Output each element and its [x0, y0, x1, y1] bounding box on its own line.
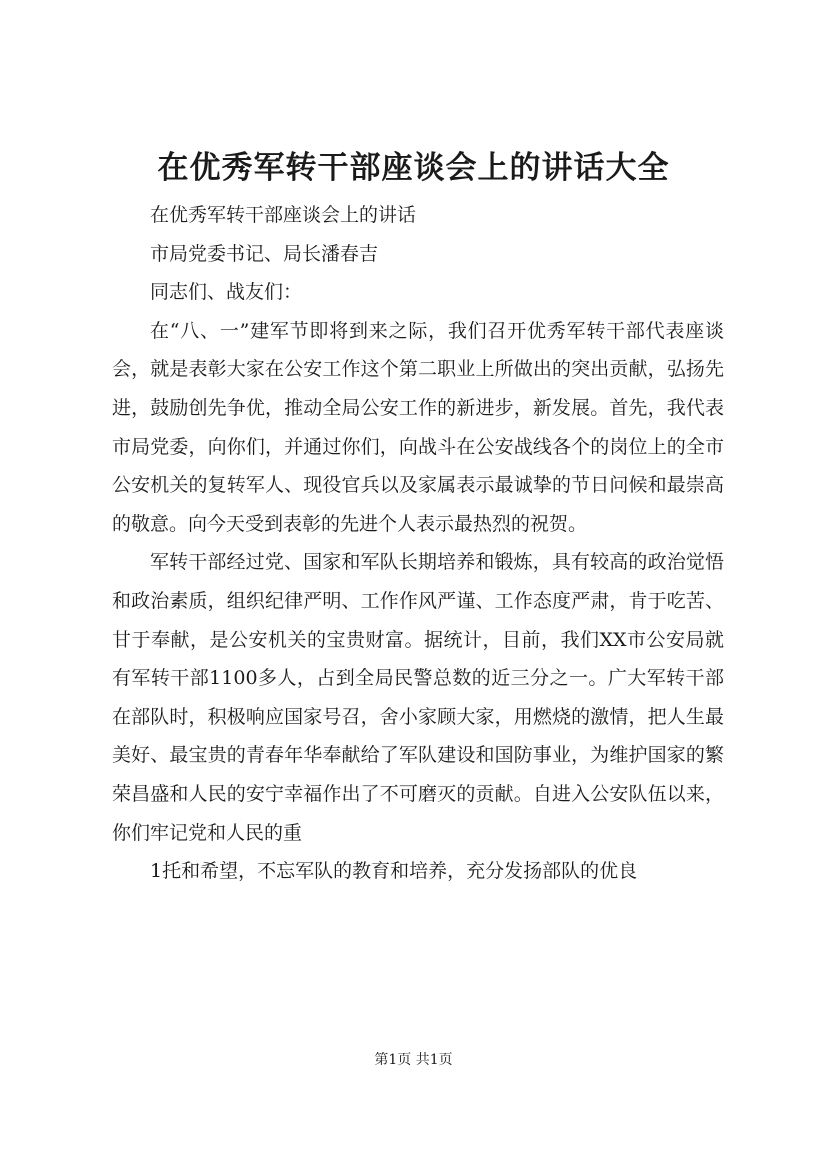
- page-footer: 第1页 共1页: [374, 1052, 453, 1068]
- speaker-line: 市局党委书记、局长潘春吉: [150, 242, 379, 265]
- body-paragraph: 在“八、一”建军节即将到来之际，我们召开优秀军转干部代表座谈会，就是表彰大家在公安工作这个第二职业上所做出的突出贡献，弘扬先进，鼓励创先争优，推动全局公安工作的新进步，新发展。首先，我代表市局党委，向你们，并通过你们，向战斗在公安战线各个的岗位上的全市公安机关的复转军人、现役官兵以及家属表示最诚挚的节日问候和最崇高的敬意。向今天受到表彰的先进个人表示最热烈的祝贺。: [112, 319, 724, 535]
- document-title: 在优秀军转干部座谈会上的讲话大全: [157, 150, 670, 186]
- speech-heading: 在优秀军转干部座谈会上的讲话: [150, 204, 417, 226]
- body-paragraph: 1托和希望，不忘军队的教育和培养，充分发扬部队的优良: [150, 860, 638, 883]
- salutation: 同志们、战友们：: [150, 281, 303, 304]
- body-paragraph: 军转干部经过党、国家和军队长期培养和锻炼，具有较高的政治觉悟和政治素质，组织纪律严明、工作作风严谨、工作态度严肃，肯于吃苦、甘于奉献，是公安机关的宝贵财富。据统计，目前，我们XX市公安局就有军转干部1100多人，占到全局民警总数的近三分之一。广大军转干部在部队时，积极响应国家号召，舍小家顾大家，用燃烧的激情，把人生最美好、最宝贵的青春年华奉献给了军队建设和国防事业，为维护国家的繁荣昌盛和人民的安宁幸福作出了不可磨灭的贡献。自进入公安队伍以来，你们牢记党和人民的重: [112, 551, 724, 844]
- document-body: [112, 196, 724, 891]
